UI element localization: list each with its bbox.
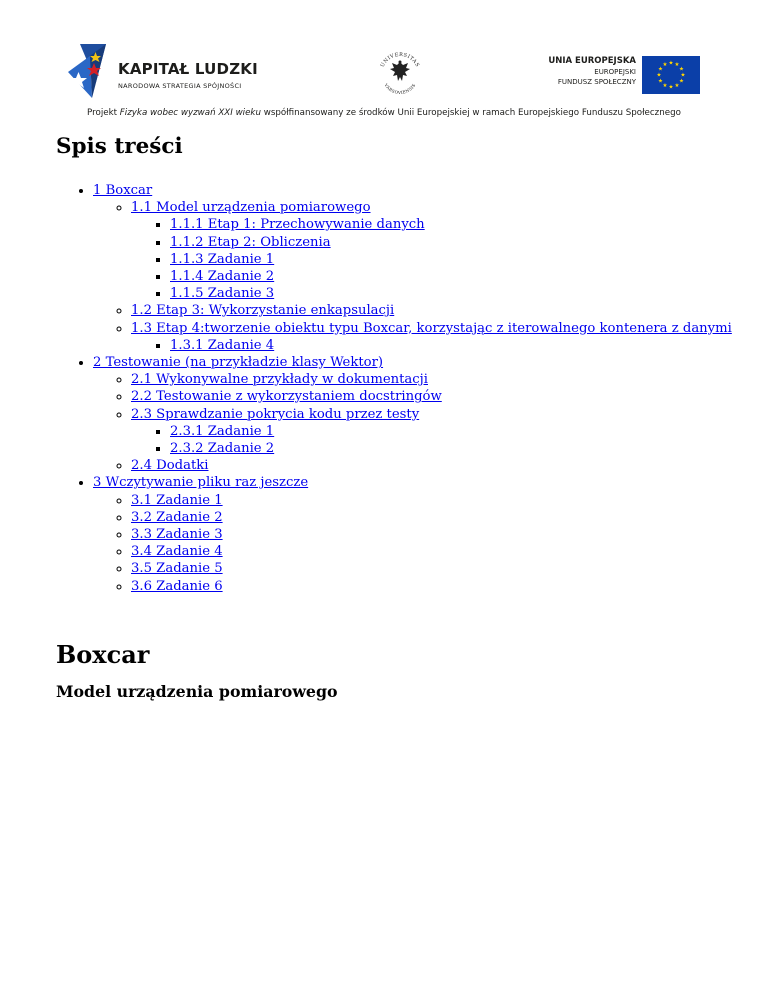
project-funding-line	[0, 108, 768, 118]
kapital-ludzki-title: KAPITAŁ LUDZKI	[118, 60, 258, 78]
section-heading: Boxcar	[56, 640, 150, 669]
toc-item	[170, 337, 736, 354]
toc-link[interactable]: 3.5 Zadanie 5	[131, 561, 223, 577]
toc-link[interactable]: 2.3 Sprawdzanie pokrycia kodu przez testy	[131, 406, 420, 422]
toc-item	[170, 216, 736, 233]
toc-link[interactable]: 3 Wczytywanie pliku raz jeszcze	[93, 475, 309, 491]
university-seal-icon	[376, 48, 424, 100]
svg-text:VARSOVIENSIS: VARSOVIENSIS	[383, 82, 417, 96]
toc-title: Spis treści	[56, 134, 183, 159]
toc-item	[131, 560, 736, 577]
toc-item	[131, 199, 736, 302]
eu-logo-line2: EUROPEJSKI	[594, 68, 636, 76]
toc-item	[93, 354, 736, 474]
svg-text:★: ★	[658, 66, 663, 73]
toc-item	[170, 251, 736, 268]
toc-link[interactable]: 2.2 Testowanie z wykorzystaniem docstringów	[131, 389, 442, 405]
svg-text:★: ★	[656, 72, 662, 79]
project-prefix: Projekt	[87, 108, 120, 118]
toc-item	[131, 388, 736, 405]
toc-item	[170, 440, 736, 457]
toc-item	[131, 302, 736, 319]
toc-item	[131, 457, 736, 474]
toc-link[interactable]: 1 Boxcar	[93, 183, 153, 198]
toc-link[interactable]: 2.1 Wykonywalne przykłady w dokumentacji	[131, 372, 428, 388]
svg-text:★: ★	[668, 60, 674, 67]
svg-text:UNIVERSITAS: UNIVERSITAS	[379, 51, 421, 69]
toc-link[interactable]: 2 Testowanie (na przykładzie klasy Wektor)	[93, 355, 384, 371]
kapital-ludzki-logo	[66, 42, 256, 102]
toc-link[interactable]: 1.3.1 Zadanie 4	[170, 337, 275, 353]
toc-link[interactable]: 1.1 Model urządzenia pomiarowego	[131, 200, 371, 216]
toc-item	[93, 474, 736, 594]
toc-item	[131, 509, 736, 526]
toc-link[interactable]: 2.3.1 Zadanie 1	[170, 423, 275, 439]
toc-link[interactable]: 3.6 Zadanie 6	[131, 578, 223, 594]
table-of-contents	[56, 182, 736, 595]
svg-text:★: ★	[674, 62, 680, 68]
toc-link[interactable]: 1.1.5 Zadanie 3	[170, 286, 275, 302]
toc-item	[93, 182, 736, 354]
svg-text:★: ★	[668, 84, 674, 91]
toc-link[interactable]: 2.3.2 Zadanie 2	[170, 441, 275, 457]
toc-link[interactable]: 1.2 Etap 3: Wykorzystanie enkapsulacji	[131, 303, 395, 319]
svg-text:★: ★	[679, 66, 684, 73]
toc-link[interactable]: 1.3 Etap 4:tworzenie obiektu typu Boxcar, korzystając z iterowalnego kontenera z danymi	[131, 320, 732, 336]
toc-item	[131, 578, 736, 595]
svg-text:★: ★	[662, 62, 668, 68]
svg-text:★: ★	[658, 78, 663, 85]
toc-link[interactable]: 1.1.1 Etap 1: Przechowywanie danych	[170, 217, 425, 233]
toc-link[interactable]: 1.1.2 Etap 2: Obliczenia	[170, 234, 331, 250]
eu-logo-line1: UNIA EUROPEJSKA	[548, 56, 636, 66]
subsection-heading: Model urządzenia pomiarowego	[56, 682, 338, 701]
toc-link[interactable]: 2.4 Dodatki	[131, 458, 209, 474]
toc-item	[170, 423, 736, 440]
svg-text:★: ★	[679, 78, 684, 85]
toc-link[interactable]: 1.1.3 Zadanie 1	[170, 251, 275, 267]
svg-text:★: ★	[662, 83, 668, 89]
toc-link[interactable]: 3.3 Zadanie 3	[131, 527, 223, 543]
toc-item	[170, 268, 736, 285]
toc-item	[131, 371, 736, 388]
header-banner	[0, 0, 768, 130]
project-title: Fizyka wobec wyzwań XXI wieku	[119, 108, 261, 118]
toc-item	[131, 543, 736, 560]
svg-text:★: ★	[680, 72, 686, 79]
toc-link[interactable]: 1.1.4 Zadanie 2	[170, 269, 275, 285]
toc-link[interactable]: 3.2 Zadanie 2	[131, 509, 223, 525]
kapital-ludzki-emblem-icon	[66, 42, 114, 98]
toc-item	[131, 406, 736, 458]
svg-text:★: ★	[674, 83, 680, 89]
toc-link[interactable]: 3.4 Zadanie 4	[131, 544, 223, 560]
kapital-ludzki-subtitle: NARODOWA STRATEGIA SPÓJNOŚCI	[118, 82, 242, 90]
project-suffix: współfinansowany ze środków Unii Europejskiej w ramach Europejskiego Funduszu Społecznego	[260, 108, 681, 118]
eu-logo-text	[548, 56, 636, 87]
toc-item	[131, 526, 736, 543]
eu-logo-line3: FUNDUSZ SPOŁECZNY	[557, 78, 636, 86]
toc-item	[131, 320, 736, 354]
toc-item	[170, 285, 736, 302]
toc-item	[131, 492, 736, 509]
eu-flag-icon	[642, 56, 700, 94]
eu-logo	[520, 56, 700, 96]
toc-item	[170, 234, 736, 251]
toc-link[interactable]: 3.1 Zadanie 1	[131, 492, 223, 508]
